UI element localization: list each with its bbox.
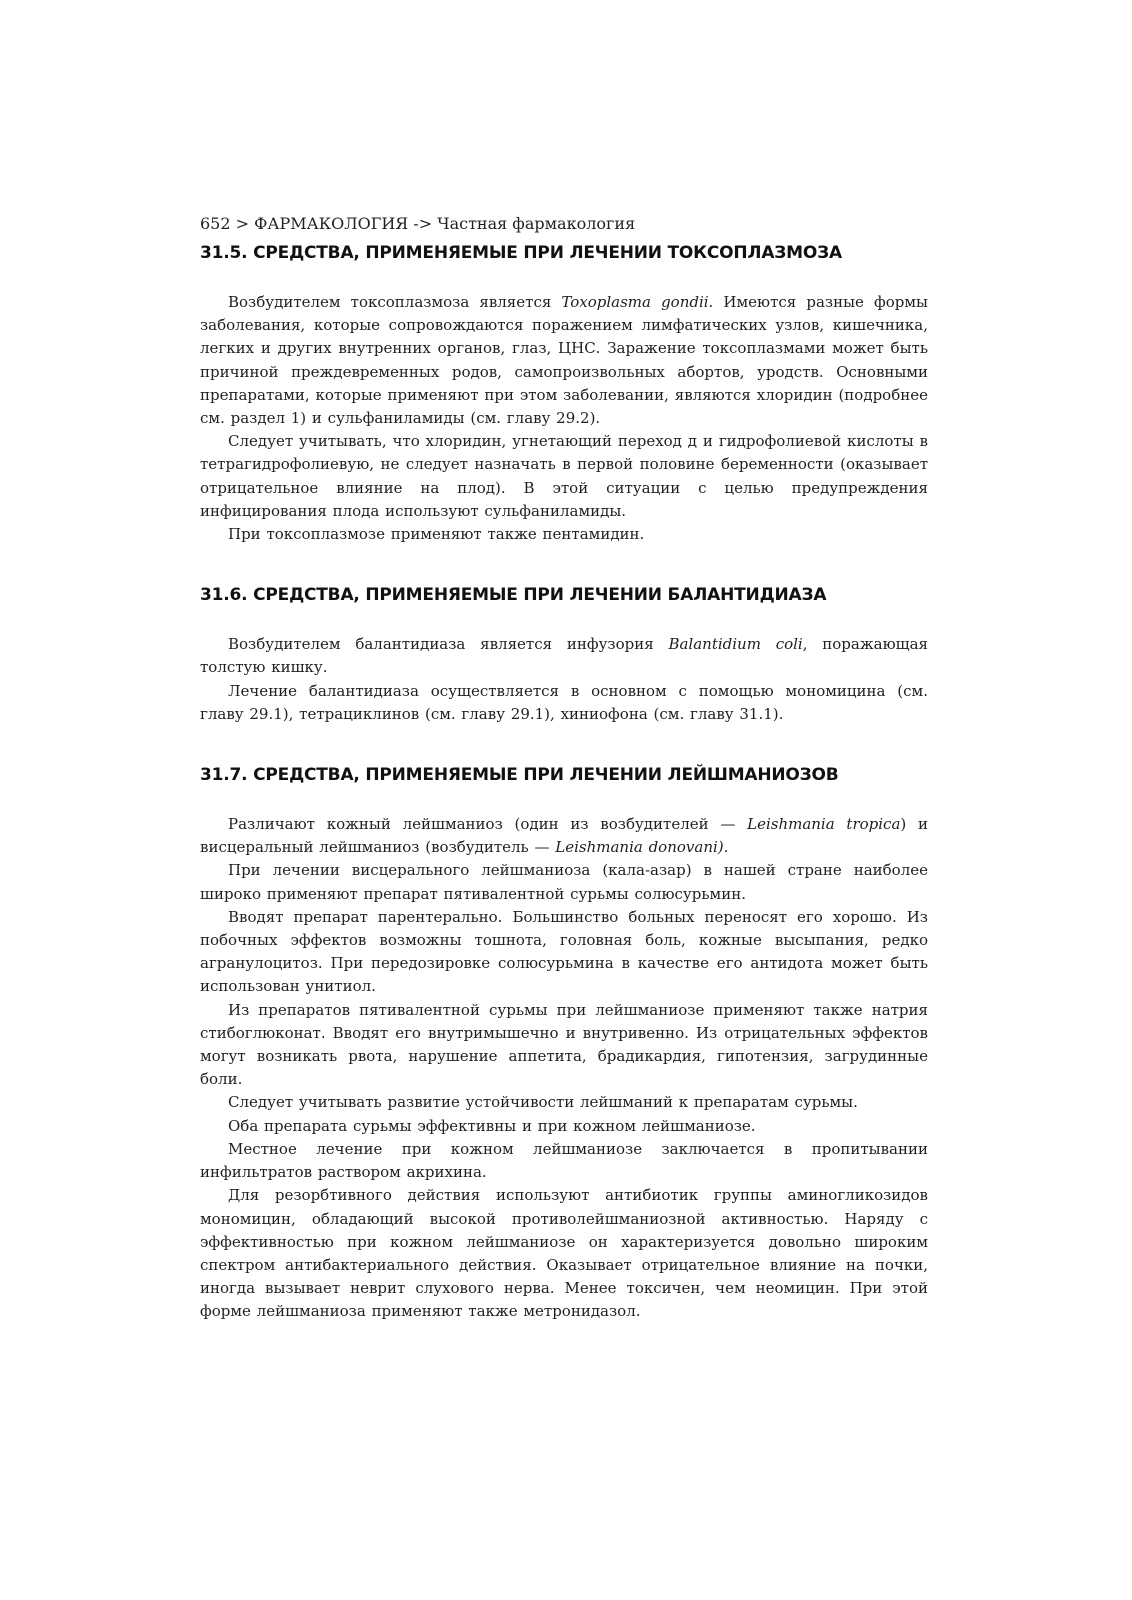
section-title: 31.6. СРЕДСТВА, ПРИМЕНЯЕМЫЕ ПРИ ЛЕЧЕНИИ БАЛАНТИДИАЗА — [200, 585, 827, 606]
paragraph — [200, 906, 928, 999]
paragraph — [200, 1138, 928, 1184]
section-toxoplasmosis — [200, 242, 928, 546]
paragraph — [200, 430, 928, 523]
paragraph — [200, 1091, 928, 1114]
text-run: Местное лечение при кожном лейшманиозе заключается в пропитывании инфильтратов раствором акрихина. — [200, 1139, 928, 1182]
running-head: 652 > ФАРМАКОЛОГИЯ -> Частная фармакология — [200, 214, 636, 233]
paragraph — [200, 1115, 928, 1138]
paragraph — [200, 680, 928, 726]
document-page — [200, 214, 928, 1324]
text-run: ) и висцеральный лейшманиоз (возбудитель — — [200, 815, 928, 857]
text-run: Имеются разные формы заболевания, которые сопровождаются поражением лимфатических узлов, кишечника, легких и других внутренних органов, глаз, ЦНС. Заражение токсоплазмами может быть причиной преждевременных родов, самопроизвольных абортов, уродств. Основными препаратами, которые применяют при этом заболевании, являются хлоридин (подробнее см. раздел 1) и сульфаниламиды (см. главу 29.2). — [200, 293, 928, 428]
text-run: Следует учитывать, что хлоридин, угнетающий переход д и гидрофолиевой кислоты в тетрагидрофолиевую, не следует назначать в первой половине беременности (оказывает отрицательное влияние на плод). В этой ситуации с целью предупреждения инфицирования плода используют сульфаниламиды. — [200, 432, 928, 520]
paragraph — [200, 1184, 928, 1323]
text-run: Различают кожный лейшманиоз (один из возбудителей — — [228, 815, 748, 834]
text-run: Вводят препарат парентерально. Большинство больных переносят его хорошо. Из побочных эффектов возможны тошнота, головная боль, кожные высыпания, редко агранулоцитоз. При передозировке солюсурьмина в качестве его антидота может быть использован унитиол. — [200, 907, 928, 996]
section-title: 31.7. СРЕДСТВА, ПРИМЕНЯЕМЫЕ ПРИ ЛЕЧЕНИИ ЛЕЙШМАНИОЗОВ — [200, 765, 839, 786]
text-run: Возбудителем балантидиаза является инфузория — [228, 635, 669, 654]
text-run: Оба препарата сурьмы эффективны и при кожном лейшманиозе. — [228, 1116, 756, 1135]
paragraph — [200, 859, 928, 905]
paragraph — [200, 633, 928, 679]
text-run: Для резорбтивного действия используют антибиотик группы аминогликозидов мономицин, обладающий высокой противолейшманиозной активностью. Наряду с эффективностью при кожном лейшманиозе он характеризуется довольно широким спектром антибактериального действия. Оказывает отрицательное влияние на почки, иногда вызывает неврит слухового нерва. Менее токсичен, чем неомицин. При этой форме лейшманиоза применяют также метронидазол. — [200, 1186, 928, 1321]
paragraph — [200, 523, 928, 546]
text-run: Лечение балантидиаза осуществляется в основном с помощью мономицина (см. главу 29.1), тетрациклинов (см. главу 29.1), хиниофона (см. главу 31.1). — [200, 681, 928, 723]
text-run: При токсоплазмозе применяют также пентамидин. — [228, 525, 645, 544]
text-run: При лечении висцерального лейшманиоза (кала-азар) в нашей стране наиболее широко применяют препарат пятивалентной сурьмы солюсурьмин. — [200, 861, 928, 903]
text-run: Возбудителем токсоплазмоза является — [228, 293, 562, 311]
italic-term: Leishmania tropica — [747, 815, 901, 834]
paragraph — [200, 999, 928, 1092]
text-run: , поражающая толстую кишку. — [200, 635, 928, 677]
section-leishmaniasis — [200, 764, 928, 1323]
paragraph — [200, 813, 928, 859]
text-run: Следует учитывать развитие устойчивости лейшманий к препаратам сурьмы. — [228, 1093, 858, 1112]
text-run: Из препаратов пятивалентной сурьмы при лейшманиозе применяют также натрия стибоглюконат. Вводят его внутримышечно и внутривенно. Из отрицательных эффектов могут возникать рвота, нарушение аппетита, брадикардия, гипотензия, загрудинные боли. — [200, 1000, 928, 1089]
italic-term: Leishmania donovani). — [555, 838, 729, 857]
italic-term: Balantidium coli — [668, 635, 803, 654]
italic-term: Toxoplasma gondii. — [561, 293, 714, 311]
section-balantidiasis — [200, 584, 928, 726]
paragraph — [200, 291, 928, 430]
section-title: 31.5. СРЕДСТВА, ПРИМЕНЯЕМЫЕ ПРИ ЛЕЧЕНИИ ТОКСОПЛАЗМОЗА — [200, 243, 842, 263]
